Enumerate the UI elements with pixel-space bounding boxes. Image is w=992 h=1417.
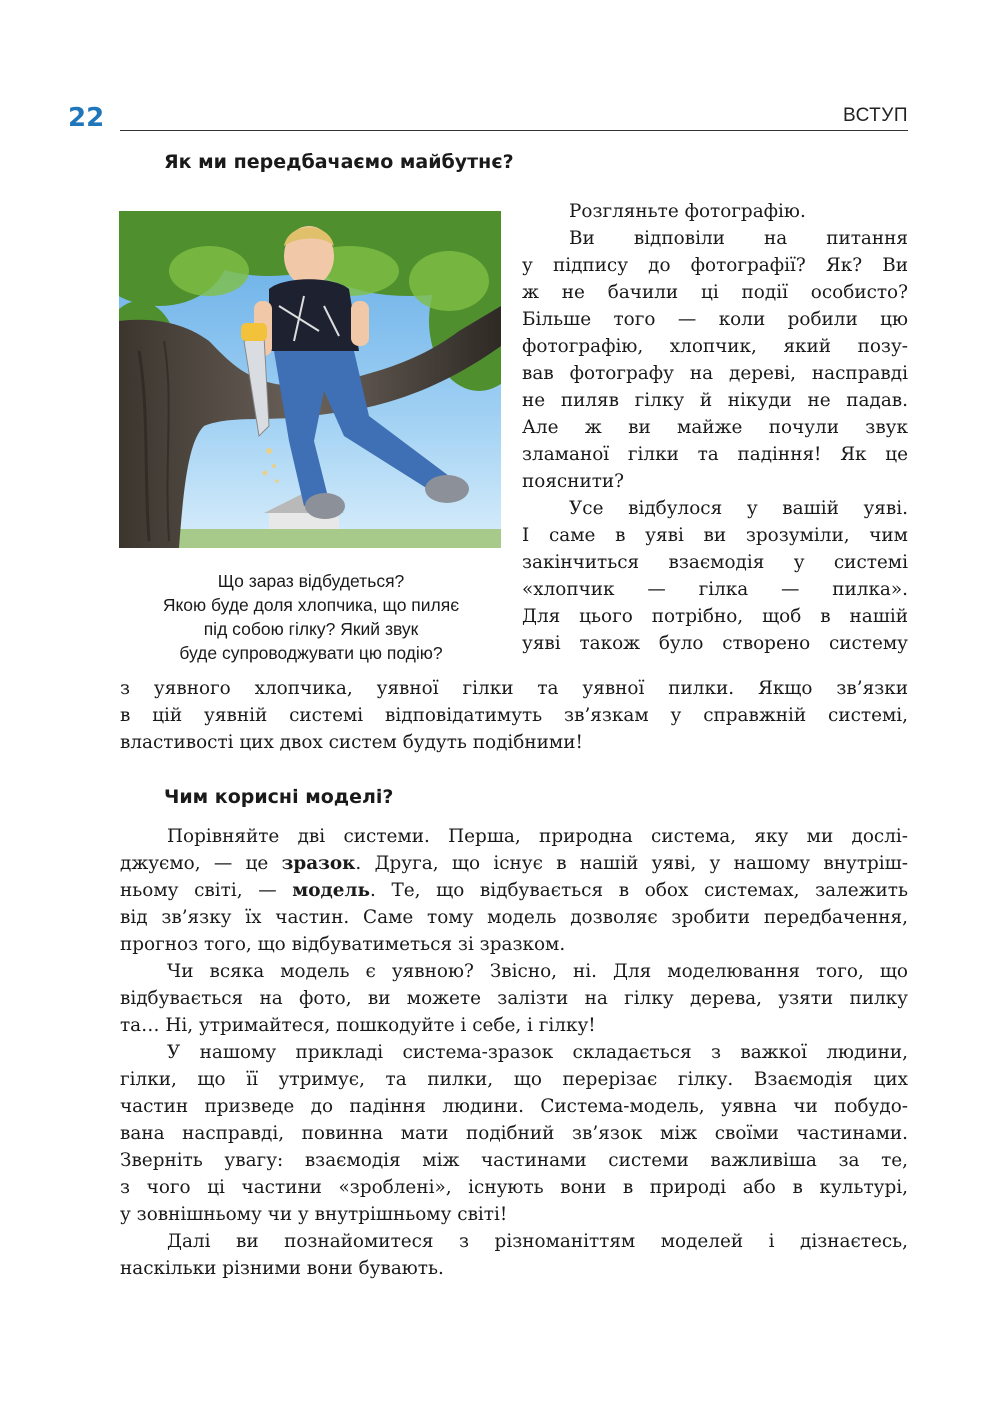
term-sample: зразок xyxy=(281,853,356,874)
caption-line: Якою буде доля хлопчика, що пиляє xyxy=(162,595,460,615)
text-run: . Те, що відбувається в обох системах, залежить xyxy=(369,880,908,901)
text-line: в цій уявній системі відповідатимуть зв’язкам у справжній системі, xyxy=(120,705,908,726)
paragraph-imagined-system xyxy=(120,675,908,756)
text-line: Далі ви познайомитеся з різноманіттям моделей і дізнаєтесь, xyxy=(167,1231,908,1252)
text-line xyxy=(120,877,908,904)
text-line: Ви відповіли на питання xyxy=(569,228,908,249)
text-line: вана насправді, повинна мати подібний зв’язок між своїми частинами. xyxy=(120,1123,908,1144)
text-line: зламаної гілки та падіння! Як це xyxy=(522,444,908,465)
text-line: Чи всяка модель є уявною? Звісно, ні. Для моделювання того, що xyxy=(167,961,908,982)
text-line: «хлопчик — гілка — пилка». xyxy=(522,579,908,600)
heading-predict-future: Як ми передбачаємо майбутнє? xyxy=(164,151,514,173)
text-line: Розгляньте фотографію. xyxy=(569,201,806,222)
right-column-text xyxy=(522,198,908,657)
caption-line: під собою гілку? Який звук xyxy=(203,619,419,639)
text-run: джуємо, — це xyxy=(120,853,282,874)
text-line: не пиляв гілку й нікуди не падав. xyxy=(522,390,908,411)
text-line: уяві також було створено систему xyxy=(522,633,908,654)
text-run: ньому світі, — xyxy=(120,880,293,901)
text-line: ж не бачили ці події особисто? xyxy=(522,282,908,303)
photo-caption xyxy=(120,569,502,665)
heading-useful-models: Чим корисні моделі? xyxy=(164,786,394,808)
text-line: Але ж ви майже почули звук xyxy=(522,417,908,438)
header-rule xyxy=(120,130,908,131)
text-line: відбувається на фото, ви можете залізти на гілку дерева, узяти пилку xyxy=(120,988,908,1009)
section-useful-models-text xyxy=(120,823,908,1282)
text-line: Порівняйте дві системи. Перша, природна система, яку ми дослі- xyxy=(167,826,908,847)
text-line: гілки, що її утримує, та пилки, що перерізає гілку. Взаємодія цих xyxy=(120,1069,908,1090)
text-line: У нашому прикладі система-зразок складається з важкої людини, xyxy=(167,1042,908,1063)
text-line: від зв’язку їх частин. Саме тому модель дозволяє зробити передбачення, xyxy=(120,907,908,928)
text-line: наскільки різними вони бувають. xyxy=(120,1258,444,1279)
text-line: властивості цих двох систем будуть подібними! xyxy=(120,732,583,753)
text-line: Більше того — коли робили цю xyxy=(522,309,908,330)
photo-boy-on-branch xyxy=(119,211,501,548)
text-line: у зовнішньому чи у внутрішньому світі! xyxy=(120,1204,508,1225)
page-number: 22 xyxy=(68,103,105,133)
text-line: Для цього потрібно, щоб в нашій xyxy=(522,606,908,627)
caption-line: Що зараз відбудеться? xyxy=(217,571,405,591)
text-line: прогноз того, що відбуватиметься зі зразком. xyxy=(120,934,566,955)
text-line: фотографію, хлопчик, який позу- xyxy=(522,336,908,357)
term-model: модель xyxy=(292,880,370,901)
text-line xyxy=(120,850,908,877)
section-label: ВСТУП xyxy=(843,105,908,126)
text-line: Усе відбулося у вашій уяві. xyxy=(569,498,908,519)
text-line: І саме в уяві ви зрозуміли, чим xyxy=(522,525,908,546)
text-line: закінчиться взаємодія у системі xyxy=(522,552,908,573)
text-line: пояснити? xyxy=(522,471,625,492)
caption-line: буде супроводжувати цю подію? xyxy=(179,643,443,663)
text-run: . Друга, що існує в нашій уяві, у нашому внутріш- xyxy=(355,853,908,874)
text-line: вав фотографу на дереві, насправді xyxy=(522,363,908,384)
text-line: у підпису до фотографії? Як? Ви xyxy=(522,255,908,276)
text-line: з уявного хлопчика, уявної гілки та уявної пилки. Якщо зв’язки xyxy=(120,678,908,699)
text-line: частин призведе до падіння людини. Система-модель, уявна чи побудо- xyxy=(120,1096,908,1117)
text-line: з чого ці частини «зроблені», існують вони в природі або в культурі, xyxy=(120,1177,908,1198)
text-line: та… Ні, утримайтеся, пошкодуйте і себе, і гілку! xyxy=(120,1015,596,1036)
text-line: Зверніть увагу: взаємодія між частинами системи важливіша за те, xyxy=(120,1150,908,1171)
